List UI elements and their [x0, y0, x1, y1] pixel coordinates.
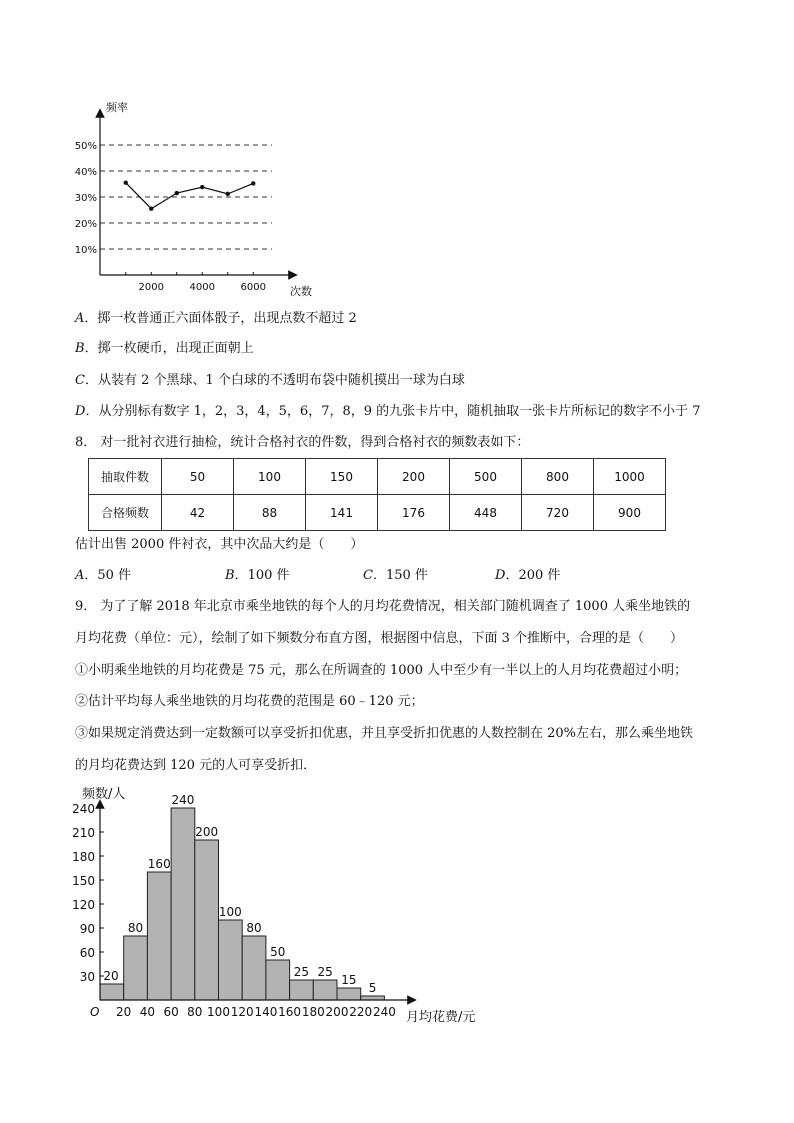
q8-question: 估计出售 2000 件衬衣，其中次品大约是（ ） [75, 537, 364, 552]
table-cell: 88 [234, 495, 306, 531]
option-d-q7: D．从分别标有数字 1，2，3，4，5，6，7，8，9 的九张卡片中，随机抽取一张卡片所标记的数字不小于 7 [75, 404, 701, 419]
data-point [175, 191, 179, 195]
y-tick-label: 180 [72, 850, 95, 864]
q9-statement-1: ①小明乘坐地铁的月均花费是 75 元，那么在所调查的 1000 人中至少有一半以上的人月均花费超过小明； [75, 663, 688, 678]
table-cell: 141 [306, 495, 378, 531]
x-axis-label: 月均花费/元 [406, 1010, 476, 1025]
histogram-bar [219, 920, 243, 1000]
origin-label: O [90, 1005, 100, 1019]
bar-value-label: 100 [218, 905, 242, 919]
q8-stem: 8． 对一批衬衣进行抽检，统计合格衬衣的件数，得到合格衬衣的频数表如下： [75, 435, 530, 450]
table-cell: 720 [522, 495, 594, 531]
data-point [124, 181, 128, 185]
histogram-bar [337, 988, 361, 1000]
bar-value-label: 15 [341, 973, 357, 987]
y-tick-label: 50% [74, 141, 97, 152]
frequency-line-chart [60, 95, 330, 305]
bar-value-label: 25 [293, 965, 310, 979]
y-axis-label: 频数/人 [82, 787, 126, 802]
data-point [226, 192, 230, 196]
bar-value-label: 5 [368, 981, 377, 995]
option-c-q7: C．从装有 2 个黑球、1 个白球的不透明布袋中随机摸出一球为白球 [75, 373, 465, 388]
q9-line1: 9． 为了了解 2018 年北京市乘坐地铁的每个人的月均花费情况，相关部门随机调查了 1000 人乘坐地铁的 [75, 599, 691, 614]
table-cell: 50 [162, 459, 234, 495]
table-cell: 900 [594, 495, 666, 531]
answer-d: D．200 件 [495, 568, 561, 583]
y-tick-label: 10% [74, 245, 97, 256]
x-tick-label: 40 [139, 1005, 156, 1019]
y-tick-label: 30 [79, 970, 95, 984]
histogram-bar [147, 872, 171, 1000]
table-cell: 150 [306, 459, 378, 495]
x-tick-label: 4000 [189, 282, 215, 293]
q8-answers [75, 567, 560, 585]
y-tick-label: 30% [74, 193, 97, 204]
data-point [251, 181, 255, 185]
row-label: 抽取件数 [89, 459, 162, 495]
bar-value-label: 50 [270, 945, 286, 959]
y-tick-label: 40% [74, 167, 97, 178]
x-tick-label: 160 [278, 1005, 302, 1019]
bar-value-label: 160 [147, 857, 171, 871]
x-tick-label: 100 [207, 1005, 230, 1019]
bar-value-label: 80 [246, 921, 262, 935]
option-b-q7: B．掷一枚硬币，出现正面朝上 [75, 341, 254, 356]
y-tick-label: 210 [72, 826, 95, 840]
bar-value-label: 20 [103, 969, 119, 983]
table-row [89, 495, 666, 531]
y-tick-label: 20% [74, 219, 97, 230]
table-row [89, 459, 666, 495]
table-cell: 448 [450, 495, 522, 531]
table-cell: 800 [522, 459, 594, 495]
histogram-bar [266, 960, 290, 1000]
q9-statement-3b: 的月均花费达到 120 元的人可享受折扣． [75, 758, 317, 773]
table-cell: 42 [162, 495, 234, 531]
q9-line2: 月均花费（单位：元），绘制了如下频数分布直方图，根据图中信息，下面 3 个推断中，合理的是（ ） [75, 631, 684, 646]
answer-a: A．50 件 [75, 568, 132, 583]
frequency-series-line [126, 183, 254, 209]
x-tick-label: 60 [163, 1005, 179, 1019]
x-tick-label: 80 [187, 1005, 203, 1019]
histogram-bar [242, 936, 266, 1000]
histogram-bar [124, 936, 148, 1000]
x-axis-label: 次数 [290, 285, 312, 298]
frequency-table [88, 458, 666, 531]
y-tick-label: 60 [79, 946, 95, 960]
histogram-bar [290, 980, 314, 1000]
answer-c: C．150 件 [363, 568, 428, 583]
x-tick-label: 240 [372, 1005, 396, 1019]
x-tick-label: 220 [349, 1005, 373, 1019]
bar-value-label: 200 [195, 825, 219, 839]
x-tick-label: 120 [230, 1005, 254, 1019]
bar-value-label: 240 [171, 793, 195, 807]
answer-b: B．100 件 [225, 568, 290, 583]
y-axis-label: 频率 [106, 101, 128, 114]
table-cell: 176 [378, 495, 450, 531]
x-tick-label: 2000 [138, 282, 164, 293]
x-tick-label: 200 [325, 1005, 349, 1019]
table-cell: 500 [450, 459, 522, 495]
y-tick-label: 150 [72, 874, 95, 888]
table-cell: 100 [234, 459, 306, 495]
x-tick-label: 180 [301, 1005, 325, 1019]
histogram-bar [195, 840, 219, 1000]
histogram-bar [171, 808, 195, 1000]
data-point [149, 207, 153, 211]
y-tick-label: 240 [72, 802, 95, 816]
data-point [200, 185, 204, 189]
y-tick-label: 120 [72, 898, 95, 912]
table-cell: 200 [378, 459, 450, 495]
x-tick-label: 140 [254, 1005, 278, 1019]
y-tick-label: 90 [79, 922, 95, 936]
q9-statement-3a: ③如果规定消费达到一定数额可以享受折扣优惠，并且享受折扣优惠的人数控制在 20%左右，那么乘坐地铁 [75, 726, 694, 741]
q9-statement-2: ②估计平均每人乘坐地铁的月均花费的范围是 60﹣120 元； [75, 694, 424, 709]
bar-value-label: 80 [127, 921, 144, 935]
row-label: 合格频数 [89, 495, 162, 531]
option-a-q7: A．掷一枚普通正六面体骰子，出现点数不超过 2 [75, 311, 357, 326]
histogram-bar [313, 980, 337, 1000]
histogram-bar [100, 984, 124, 1000]
x-tick-label: 20 [116, 1005, 132, 1019]
spending-histogram [60, 778, 500, 1028]
bar-value-label: 25 [317, 965, 333, 979]
table-cell: 1000 [594, 459, 666, 495]
x-tick-label: 6000 [240, 282, 266, 293]
